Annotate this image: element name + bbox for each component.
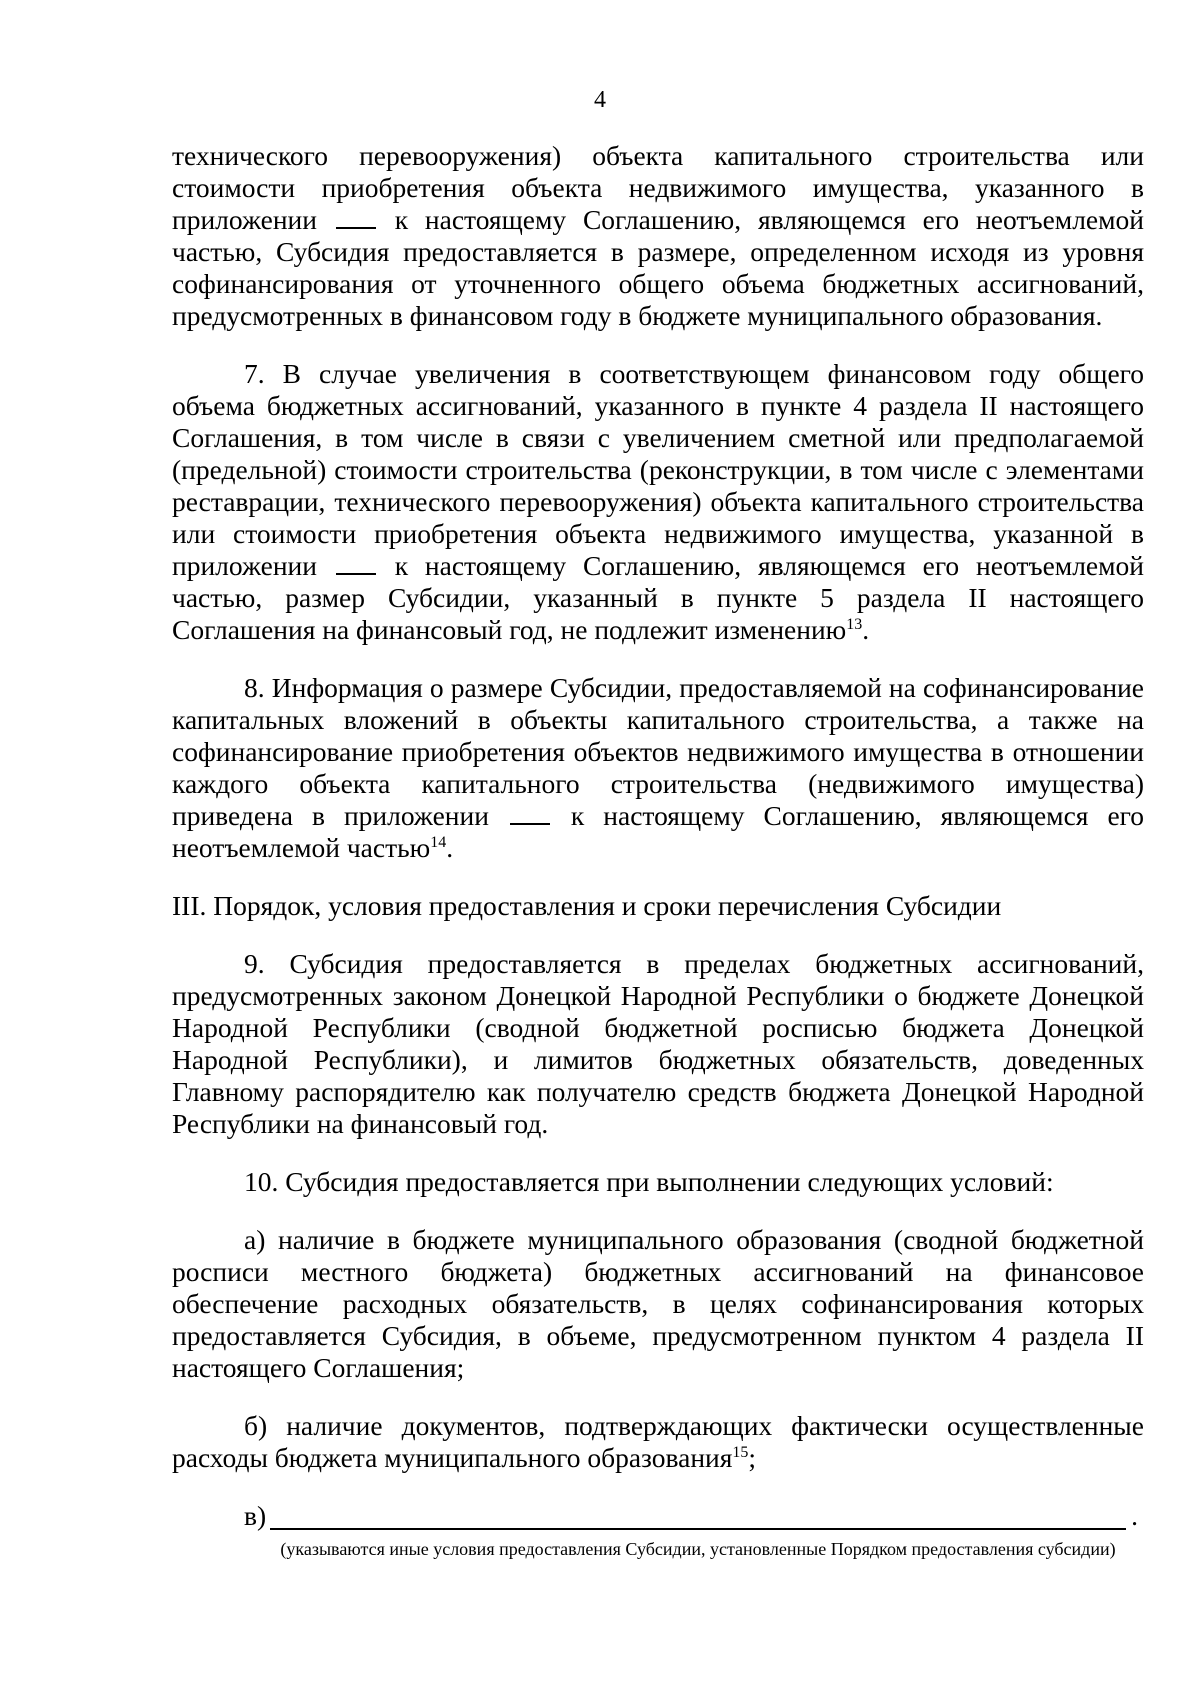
condition-v-end: . xyxy=(1131,1500,1138,1531)
blank-field xyxy=(336,551,376,575)
paragraph-continuation xyxy=(172,140,1144,332)
fill-in-line xyxy=(270,1528,1126,1530)
paragraph-text: технического перевооружения) объекта капитального строительства или стоимости приобретения объекта недвижимого имущества, указанного в приложении xyxy=(172,140,1144,235)
footnote-ref: 14 xyxy=(430,833,447,851)
condition-a: а) наличие в бюджете муниципального образования (сводной бюджетной росписи местного бюджета) бюджетных ассигнований на финансовое обеспечение расходных обязательств, в целях софинансирования которых предоставляется Субсидия, в объеме, предусмотренном пунктом 4 раздела II настоящего Соглашения; xyxy=(172,1224,1144,1383)
paragraph-punct: . xyxy=(862,614,870,645)
document-body xyxy=(172,140,1144,1560)
paragraph-7 xyxy=(172,358,1144,646)
condition-v xyxy=(172,1500,1144,1534)
footnote-ref: 15 xyxy=(732,1443,749,1461)
blank-field xyxy=(510,801,550,825)
paragraph-8 xyxy=(172,672,1144,864)
paragraph-text: к настоящему Соглашению, являющемся его неотъемлемой частью, Субсидия предоставляется в размере, определенном исходя из уровня софинансирования от уточненного общего объема бюджетных ассигнований, предусмотренных в финансовом году в бюджете муниципального образования. xyxy=(172,204,1144,331)
paragraph-9: 9. Субсидия предоставляется в пределах бюджетных ассигнований, предусмотренных законом Донецкой Народной Республики о бюджете Донецкой Народной Республики (сводной бюджетной росписью бюджета Донецкой Народной Республики), и лимитов бюджетных обязательств, доведенных Главному распорядителю как получателю средств бюджета Донецкой Народной Республики на финансовый год. xyxy=(172,948,1144,1139)
paragraph-10: 10. Субсидия предоставляется при выполнении следующих условий: xyxy=(244,1166,1054,1197)
paragraph-text: 7. В случае увеличения в соответствующем финансовом году общего объема бюджетных ассигнований, указанного в пункте 4 раздела II настоящего Соглашения, в том числе в связи с увеличением сметной или предполагаемой (предельной) стоимости строительства (реконструкции, в том числе с элементами реставрации, технического перевооружения) объекта капитального строительства или стоимости приобретения объекта недвижимого имущества, указанной в приложении xyxy=(172,358,1144,581)
paragraph-text: 8. Информация о размере Субсидии, предоставляемой на софинансирование капитальных вложений в объекты капитального строительства, а также на софинансирование приобретения объектов недвижимого имущества в отношении каждого объекта капитального строительства (недвижимого имущества) приведена в приложении xyxy=(172,672,1144,831)
page-number: 4 xyxy=(594,87,606,113)
paragraph-text: к настоящему Соглашению, являющемся его неотъемлемой частью xyxy=(172,800,1144,863)
condition-v-label: в) xyxy=(244,1500,267,1531)
paragraph-text: б) наличие документов, подтверждающих фактически осуществленные расходы бюджета муниципального образования xyxy=(172,1410,1144,1473)
fill-in-caption: (указываются иные условия предоставления Субсидии, установленные Порядком предоставления субсидии) xyxy=(280,1539,1116,1559)
paragraph-punct: . xyxy=(446,832,454,863)
footnote-ref: 13 xyxy=(846,615,863,633)
paragraph-punct: ; xyxy=(748,1442,757,1473)
section-heading: III. Порядок, условия предоставления и сроки перечисления Субсидии xyxy=(172,890,1002,921)
condition-b xyxy=(172,1410,1144,1474)
blank-field xyxy=(336,205,376,229)
paragraph-text: к настоящему Соглашению, являющемся его неотъемлемой частью, размер Субсидии, указанный в пункте 5 раздела II настоящего Соглашения на финансовый год, не подлежит изменению xyxy=(172,550,1144,645)
